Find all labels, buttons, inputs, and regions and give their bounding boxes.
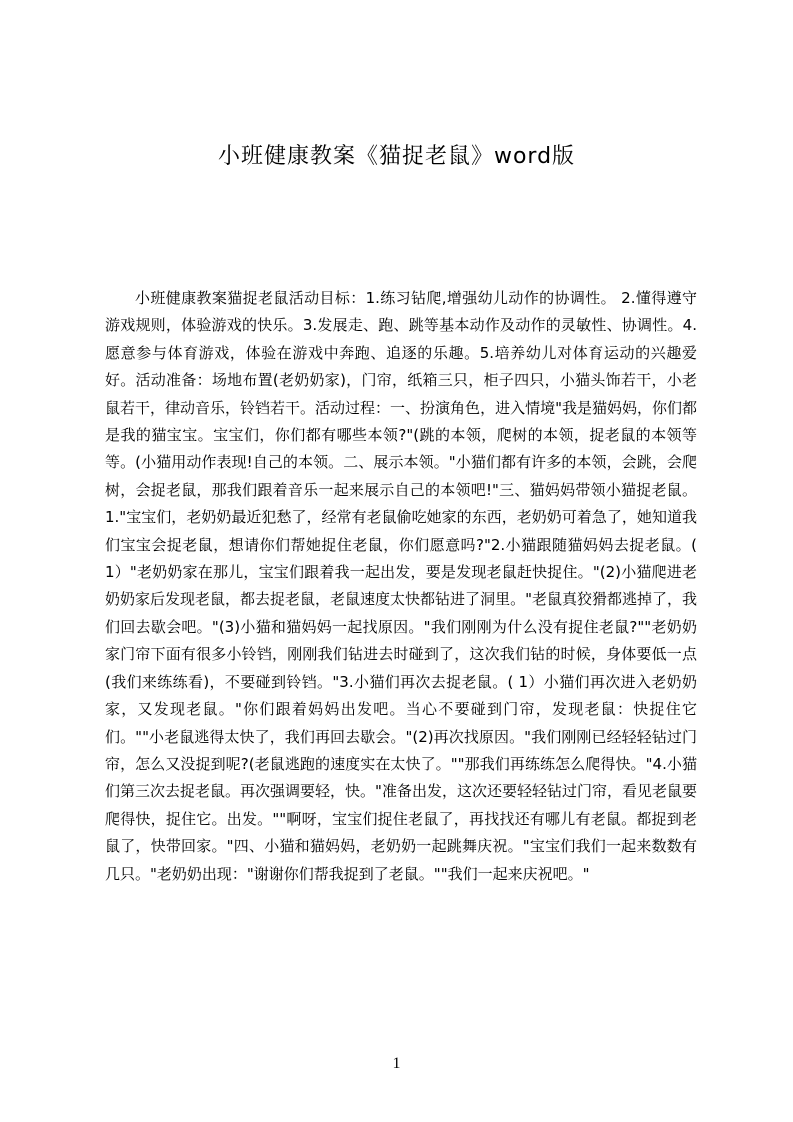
document-body: 小班健康教案猫捉老鼠活动目标：1.练习钻爬,增强幼儿动作的协调性。 2.懂得遵守游戏规则，体验游戏的快乐。3.发展走、跑、跳等基本动作及动作的灵敏性、协调性。4.愿意参与体育游戏，体验在游戏中奔跑、追逐的乐趣。5.培养幼儿对体育运动的兴趣爱好。活动准备：场地布置(老奶奶家)，门帘，纸箱三只，柜子四只，小猫头饰若干，小老鼠若干，律动音乐，铃铛若干。活动过程：一、扮演角色，进入情境"我是猫妈妈，你们都是我的猫宝宝。宝宝们，你们都有哪些本领?"(跳的本领，爬树的本领，捉老鼠的本领等等。(小猫用动作表现!自己的本领。二、展示本领。"小猫们都有许多的本领，会跳，会爬树，会捉老鼠，那我们跟着音乐一起来展示自己的本领吧!"三、猫妈妈带领小猫捉老鼠。1."宝宝们，老奶奶最近犯愁了，经常有老鼠偷吃她家的东西，老奶奶可着急了，她知道我们宝宝会捉老鼠，想请你们帮她捉住老鼠，你们愿意吗?"2.小猫跟随猫妈妈去捉老鼠。( 1）"老奶奶家在那儿，宝宝们跟着我一起出发，要是发现老鼠赶快捉住。"(2)小猫爬进老奶奶家后发现老鼠，都去捉老鼠，老鼠速度太快都钻进了洞里。"老鼠真狡猾都逃掉了，我们回去歇会吧。"(3)小猫和猫妈妈一起找原因。"我们刚刚为什么没有捉住老鼠?""老奶奶家门帘下面有很多小铃铛，刚刚我们钻进去时碰到了，这次我们钻的时候，身体要低一点(我们来练练看)，不要碰到铃铛。"3.小猫们再次去捉老鼠。( 1）小猫们再次进入老奶奶家，又发现老鼠。"你们跟着妈妈出发吧。当心不要碰到门帘，发现老鼠：快捉住它们。""小老鼠逃得太快了，我们再回去歇会。"(2)再次找原因。"我们刚刚已经轻轻钻过门帘，怎么又没捉到呢?(老鼠逃跑的速度实在太快了。""那我们再练练怎么爬得快。"4.小猫们第三次去捉老鼠。再次强调要轻，快。"准备出发，这次还要轻轻钻过门帘，看见老鼠要爬得快，捉住它。出发。""啊呀，宝宝们捉住老鼠了，再找找还有哪儿有老鼠。都捉到老鼠了，快带回家。"四、小猫和猫妈妈，老奶奶一起跳舞庆祝。"宝宝们我们一起来数数有几只。"老奶奶出现："谢谢你们帮我捉到了老鼠。""我们一起来庆祝吧。": [105, 289, 697, 883]
page-number: 1: [392, 1055, 401, 1072]
document-title: 小班健康教案《猫捉老鼠》word版: [217, 144, 576, 169]
